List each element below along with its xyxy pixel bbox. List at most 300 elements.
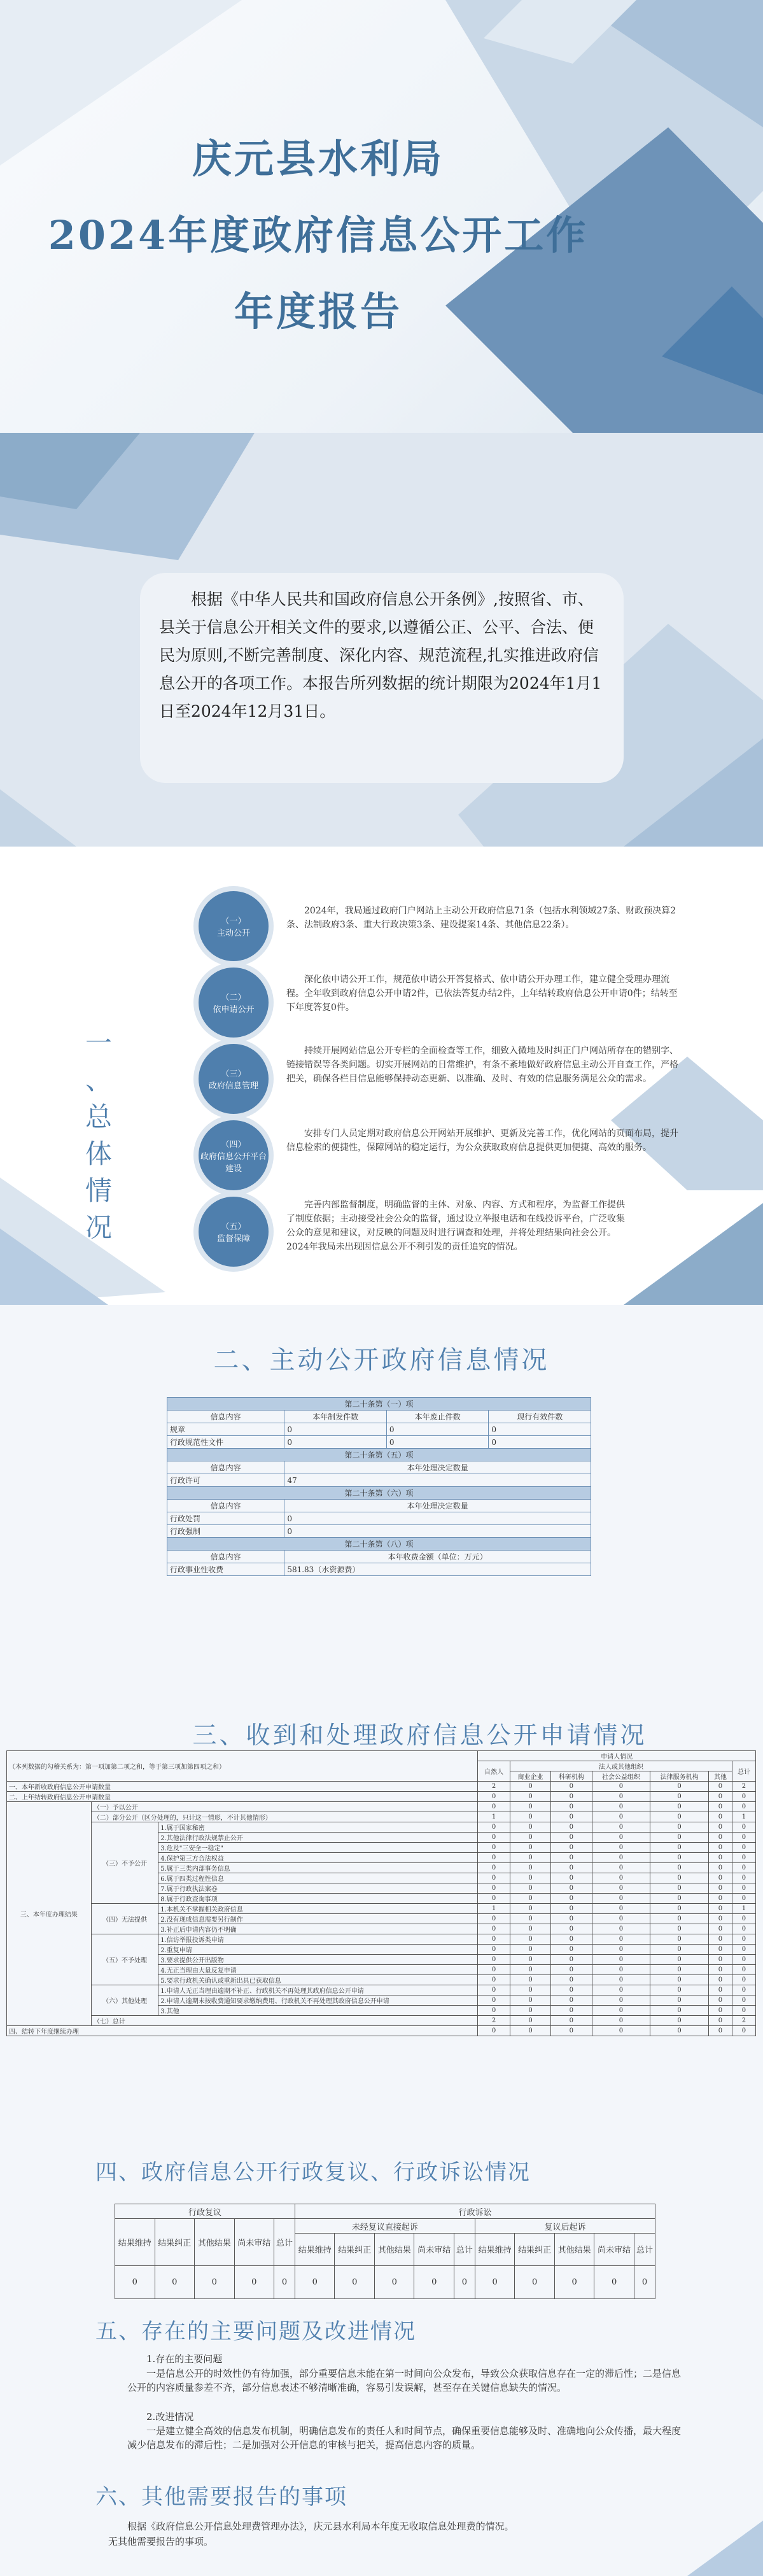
row-label: 2.重复申请 xyxy=(158,1945,478,1955)
cell-value: 0 xyxy=(554,2265,594,2298)
cell-value: 0 xyxy=(335,2265,375,2298)
col-subgroup: 复议后起诉 xyxy=(475,2219,655,2234)
section5-p1-head: 1.存在的主要问题 xyxy=(146,2353,223,2365)
cell-value: 0 xyxy=(478,1914,510,1924)
row-label: 8.属于行政查询事项 xyxy=(158,1894,478,1904)
cell-value: 0 xyxy=(478,1894,510,1904)
col-header: 本年处理决定数量 xyxy=(284,1500,591,1512)
col-header: 自然人 xyxy=(478,1761,510,1782)
cell-value: 0 xyxy=(592,1945,650,1955)
row-label: 一、本年新收政府信息公开申请数量 xyxy=(7,1782,478,1792)
cell-value: 0 xyxy=(650,1955,709,1965)
cell-value: 0 xyxy=(732,2006,755,2016)
cell-value: 0 xyxy=(592,2016,650,2026)
cell-value: 0 xyxy=(592,1924,650,1934)
section5-p1: 一是信息公开的时效性仍有待加强，部分重要信息未能在第一时间向公众发布，导致公众获取信息存在一定的滞后性；二是信息公开的内容质量参差不齐，部分信息表述不够清晰准确，容易引发误解，甚至存在关键信息缺失的情况。 xyxy=(127,2368,682,2393)
cell-value: 0 xyxy=(551,1945,592,1955)
cell-value: 0 xyxy=(510,1995,550,2006)
table-corner: （本列数据的勾稽关系为：第一项加第二项之和，等于第三项加第四项之和） xyxy=(7,1751,478,1782)
cell-value: 0 xyxy=(592,1955,650,1965)
cell-value: 0 xyxy=(551,1863,592,1873)
cell-value: 0 xyxy=(551,1822,592,1833)
cell-value: 0 xyxy=(510,2016,550,2026)
col-header: 法律服务机构 xyxy=(650,1771,709,1782)
row-label: 1.信访举报投诉类申请 xyxy=(158,1934,478,1945)
cell-value: 0 xyxy=(510,1924,550,1934)
col-header: 商业企业 xyxy=(510,1771,550,1782)
cell-value: 0 xyxy=(515,2265,555,2298)
col-header: 信息内容 xyxy=(167,1500,284,1512)
section5-title: 五、存在的主要问题及改进情况 xyxy=(95,2319,416,2344)
row-label: 5.要求行政机关确认或重新出具已获取信息 xyxy=(158,1975,478,1985)
cell-value: 0 xyxy=(708,1853,732,1863)
cell-value: 0 xyxy=(732,1873,755,1883)
cell-value: 0 xyxy=(510,1955,550,1965)
cell-value: 0 xyxy=(478,2026,510,2036)
cell-value: 0 xyxy=(551,1924,592,1934)
cell-value: 0 xyxy=(592,1782,650,1792)
cell-value: 0 xyxy=(510,1914,550,1924)
cell-value: 0 xyxy=(510,1792,550,1802)
cell-value: 0 xyxy=(708,1822,732,1833)
table-row xyxy=(7,1822,756,1833)
cover-title-line3: 年度报告 xyxy=(234,288,402,335)
cell-value: 0 xyxy=(510,1802,550,1812)
row-label: 四、结转下年度继续办理 xyxy=(7,2026,478,2036)
table-row xyxy=(7,1904,756,1914)
cell-value: 0 xyxy=(551,1873,592,1883)
proactive-disclosure-table xyxy=(167,1397,591,1576)
cell-value: 0 xyxy=(708,1934,732,1945)
cell-value: 0 xyxy=(634,2265,655,2298)
cell-value: 0 xyxy=(650,2016,709,2026)
cell-value: 0 xyxy=(708,1904,732,1914)
cell-value: 0 xyxy=(478,1945,510,1955)
item-text-2: 深化依申请公开工作，规范依申请公开答复格式、依申请公开办理工作，建立健全受理办理流程。全年收到政府信息公开申请2件，已依法答复办结2件，上年结转政府信息公开申请0件；结转至下年度答复0件。 xyxy=(286,975,678,1013)
table-header: 第二十条第（一）项 xyxy=(167,1398,591,1411)
cell-value: 0 xyxy=(551,1934,592,1945)
section6-title: 六、其他需要报告的事项 xyxy=(95,2484,347,2510)
cell-value: 0 xyxy=(592,1792,650,1802)
col-subgroup: 法人或其他组织 xyxy=(510,1761,732,1771)
row-label: 1.属于国家秘密 xyxy=(158,1822,478,1833)
cell-value: 0 xyxy=(732,1883,755,1894)
table-row xyxy=(7,1782,756,1792)
item-text-5: 完善内部监督制度，明确监督的主体、对象、内容、方式和程序，为监督工作提供了制度依据；主动接受社会公众的监督，通过设立举报电话和在线投诉平台，广泛收集公众的意见和建议，对反映的问题及时进行调查和处理，并将处理结果向社会公开。2024年我局未出现因信息公开不利引发的责任追究的情况。 xyxy=(286,1200,625,1252)
table-header: 第二十条第（六）项 xyxy=(167,1487,591,1500)
table-row: 行政事业性收费 581.83（水资源费） xyxy=(167,1563,591,1576)
cell-value: 0 xyxy=(551,1965,592,1975)
cell-value: 0 xyxy=(478,1965,510,1975)
cell-value: 0 xyxy=(732,1792,755,1802)
cell-value: 0 xyxy=(650,1883,709,1894)
row-label: （一）予以公开 xyxy=(91,1802,477,1812)
cell-value: 0 xyxy=(274,2265,295,2298)
table-row: 行政处罚 0 xyxy=(167,1512,591,1525)
cell-value: 0 xyxy=(650,1904,709,1914)
cell-value: 0 xyxy=(155,2265,195,2298)
section2-title: 二、主动公开政府信息情况 xyxy=(213,1346,550,1375)
cell-value: 0 xyxy=(510,1853,550,1863)
table-row: 行政许可 47 xyxy=(167,1474,591,1487)
cell-value: 0 xyxy=(510,1873,550,1883)
row-label: 1.申请人无正当理由逾期不补正、行政机关不再处理其政府信息公开申请 xyxy=(158,1985,478,1995)
cell-value: 0 xyxy=(732,2026,755,2036)
table-row: 规章 0 0 0 xyxy=(167,1423,591,1436)
cell-value: 0 xyxy=(592,1883,650,1894)
cell-value: 0 xyxy=(414,2265,454,2298)
cell-value: 0 xyxy=(592,1822,650,1833)
cell-value: 0 xyxy=(708,1924,732,1934)
table-row xyxy=(7,1985,756,1995)
cell-value: 0 xyxy=(708,1833,732,1843)
cell-value: 0 xyxy=(708,1985,732,1995)
cell-value: 2 xyxy=(478,2016,510,2026)
review-litigation-table: 行政复议 行政诉讼 结果维持 结果纠正 其他结果 尚未审结 总计 未经复议直接起诉 复议后起诉 结果维持 结果纠正 其他结果 尚未审结 总计 结果维持 结果纠正 其他结果 尚未审结 总计 0 0 0 0 0 0 0 0 0 0 0 0 0 0 0 xyxy=(115,2204,655,2299)
cell-value: 0 xyxy=(708,2026,732,2036)
row-group: （六）其他处理 xyxy=(91,1985,158,2016)
cell-value: 0 xyxy=(708,1792,732,1802)
cell-value: 1 xyxy=(478,1904,510,1914)
cell-value: 2 xyxy=(732,1782,755,1792)
cell-value: 0 xyxy=(650,1792,709,1802)
cell-value: 0 xyxy=(732,1995,755,2006)
cell-value: 0 xyxy=(594,2265,634,2298)
cell-value: 0 xyxy=(708,2006,732,2016)
heading-char: 一 xyxy=(85,1027,112,1059)
cell-value: 0 xyxy=(650,2006,709,2016)
cell-value: 0 xyxy=(478,1975,510,1985)
cell-value: 0 xyxy=(551,1914,592,1924)
cell-value: 0 xyxy=(592,2026,650,2036)
cell-value: 0 xyxy=(650,1873,709,1883)
cell-value: 0 xyxy=(650,1812,709,1822)
cell-value: 0 xyxy=(551,2006,592,2016)
cell-value: 0 xyxy=(592,1904,650,1914)
cell-value: 0 xyxy=(478,1843,510,1853)
item-circle-1: （一） 主动公开 xyxy=(199,891,269,961)
cell-value: 0 xyxy=(732,1965,755,1975)
row-label: 2.没有现成信息需要另行制作 xyxy=(158,1914,478,1924)
cell-value: 0 xyxy=(478,1995,510,2006)
cell-value: 0 xyxy=(510,1975,550,1985)
item-circle-3: （三） 政府信息管理 xyxy=(199,1044,269,1114)
col-subgroup: 未经复议直接起诉 xyxy=(295,2219,475,2234)
cell-value: 0 xyxy=(551,1955,592,1965)
cell-value: 0 xyxy=(650,1965,709,1975)
row-label: 5.属于三类内部事务信息 xyxy=(158,1863,478,1873)
intro-section xyxy=(0,433,763,847)
heading-char: 情 xyxy=(85,1175,112,1206)
cell-value: 0 xyxy=(510,1833,550,1843)
cell-value: 0 xyxy=(650,1843,709,1853)
item-text-1: 2024年，我局通过政府门户网站上主动公开政府信息71条（包括水利领域27条、财政预决算2条、法制政府3条、重大行政决策3条、建设提案14条、其他信息22条）。 xyxy=(286,906,676,930)
item-circle-4: （四） 政府信息公开平台建设 xyxy=(199,1120,269,1190)
footer-decoration xyxy=(0,2508,763,2576)
cell-value: 0 xyxy=(732,1894,755,1904)
cell-value: 0 xyxy=(732,1985,755,1995)
cell-value: 0 xyxy=(650,1853,709,1863)
col-header: 信息内容 xyxy=(167,1461,284,1474)
cell-value: 0 xyxy=(510,2006,550,2016)
cell-value: 0 xyxy=(510,1965,550,1975)
cell-value: 0 xyxy=(478,1873,510,1883)
cell-value: 0 xyxy=(478,1955,510,1965)
cell-value: 0 xyxy=(592,1863,650,1873)
cell-value: 0 xyxy=(510,1985,550,1995)
cell-value: 0 xyxy=(478,1924,510,1934)
item-circle-5: （五） 监督保障 xyxy=(199,1197,269,1267)
item-circle-2: （二） 依申请公开 xyxy=(199,968,269,1038)
cell-value: 0 xyxy=(650,1914,709,1924)
cover-title-line1: 庆元县水利局 xyxy=(192,136,444,182)
section5-p2: 一是建立健全高效的信息发布机制，明确信息发布的责任人和时间节点，确保重要信息能够及时、准确地向公众传播，最大程度减少信息发布的滞后性；二是加强对公开信息的审核与把关，提高信息内容的质量。 xyxy=(127,2425,682,2451)
cell-value: 0 xyxy=(732,1802,755,1812)
item-text-3: 持续开展网站信息公开专栏的全面检查等工作，细致入微地及时纠正门户网站所存在的错别字、链接错误等各类问题。切实开展网站的日常维护，有条不紊地做好政府信息主动公开自查工作，严格把关，确保各栏目信息能够保持动态更新、以准确、及时、有效的信息服务满足公众的需求。 xyxy=(286,1046,678,1084)
cell-value: 0 xyxy=(510,1812,550,1822)
cell-value: 0 xyxy=(650,1894,709,1904)
cell-value: 0 xyxy=(708,1812,732,1822)
row-label: （二）部分公开（区分处理的，只计这一情形，不计其他情形） xyxy=(91,1812,477,1822)
col-header: 本年收费金额（单位：万元） xyxy=(284,1551,591,1563)
table-row xyxy=(115,2265,655,2298)
cell-value: 0 xyxy=(551,1812,592,1822)
cell-value: 0 xyxy=(478,1792,510,1802)
cell-value: 0 xyxy=(592,1812,650,1822)
cell-value: 0 xyxy=(510,1782,550,1792)
row-label: 二、上年结转政府信息公开申请数量 xyxy=(7,1792,478,1802)
table-row: 行政规范性文件 0 0 0 xyxy=(167,1436,591,1449)
col-header: 信息内容 xyxy=(167,1551,284,1563)
heading-char: 况 xyxy=(85,1212,112,1243)
row-group: 三、本年度办理结果 xyxy=(7,1802,92,2026)
cell-value: 0 xyxy=(708,1782,732,1792)
cell-value: 0 xyxy=(551,1802,592,1812)
row-label: 1.本机关不掌握相关政府信息 xyxy=(158,1904,478,1914)
cell-value: 0 xyxy=(708,1945,732,1955)
cell-value: 0 xyxy=(592,1995,650,2006)
col-group: 行政复议 xyxy=(115,2204,295,2219)
cell-value: 0 xyxy=(650,1995,709,2006)
cell-value: 0 xyxy=(732,1945,755,1955)
section3-title: 三、收到和处理政府信息公开申请情况 xyxy=(192,1721,647,1749)
col-group: 申请人情况 xyxy=(478,1751,756,1761)
table-row xyxy=(7,1812,756,1822)
section5-p2-head: 2.改进情况 xyxy=(146,2411,194,2423)
cell-value: 0 xyxy=(551,1883,592,1894)
cell-value: 0 xyxy=(478,1985,510,1995)
section6-p2: 无其他需要报告的事项。 xyxy=(108,2536,214,2547)
cell-value: 0 xyxy=(478,1883,510,1894)
col-header: 科研机构 xyxy=(551,1771,592,1782)
cell-value: 0 xyxy=(708,1863,732,1873)
cell-value: 0 xyxy=(551,1782,592,1792)
cover-title-line2: 2024年度政府信息公开工作 xyxy=(48,212,589,258)
cell-value: 0 xyxy=(650,1802,709,1812)
cell-value: 0 xyxy=(732,1975,755,1985)
cell-value: 0 xyxy=(650,1975,709,1985)
row-group: （五）不予处理 xyxy=(91,1934,158,1985)
cell-value: 0 xyxy=(650,1833,709,1843)
cell-value: 0 xyxy=(478,1822,510,1833)
cell-value: 0 xyxy=(510,1904,550,1914)
table-row xyxy=(7,1792,756,1802)
cell-value: 0 xyxy=(454,2265,475,2298)
cell-value: 0 xyxy=(650,1924,709,1934)
cell-value: 0 xyxy=(592,2006,650,2016)
cell-value: 0 xyxy=(592,1833,650,1843)
cell-value: 0 xyxy=(708,1995,732,2006)
cell-value: 0 xyxy=(592,1934,650,1945)
cell-value: 0 xyxy=(115,2265,155,2298)
cell-value: 0 xyxy=(592,1894,650,1904)
cell-value: 0 xyxy=(732,1955,755,1965)
cell-value: 0 xyxy=(708,1955,732,1965)
cell-value: 0 xyxy=(650,1863,709,1873)
row-label: 2.申请人逾期未按收费通知要求缴纳费用、行政机关不再处理其政府信息公开申请 xyxy=(158,1995,478,2006)
col-header: 社会公益组织 xyxy=(592,1771,650,1782)
cell-value: 0 xyxy=(510,1945,550,1955)
row-label: 4.保护第三方合法权益 xyxy=(158,1853,478,1863)
cell-value: 0 xyxy=(592,1843,650,1853)
cell-value: 0 xyxy=(551,1853,592,1863)
cell-value: 0 xyxy=(478,1853,510,1863)
cell-value: 0 xyxy=(650,1782,709,1792)
cell-value: 0 xyxy=(510,1822,550,1833)
heading-char: 总 xyxy=(85,1101,112,1132)
cell-value: 0 xyxy=(510,1843,550,1853)
cell-value: 0 xyxy=(510,2026,550,2036)
cell-value: 0 xyxy=(708,1802,732,1812)
cell-value: 0 xyxy=(650,2026,709,2036)
cell-value: 0 xyxy=(510,1894,550,1904)
section6-p1: 根据《政府信息公开信息处理费管理办法》，庆元县水利局本年度无收取信息处理费的情况。 xyxy=(127,2521,514,2532)
cell-value: 0 xyxy=(732,1934,755,1945)
cell-value: 0 xyxy=(650,1934,709,1945)
cell-value: 0 xyxy=(650,1985,709,1995)
cell-value: 0 xyxy=(650,1822,709,1833)
heading-char: 、 xyxy=(85,1064,112,1095)
section4-title: 四、政府信息公开行政复议、行政诉讼情况 xyxy=(95,2160,531,2185)
cell-value: 0 xyxy=(551,1904,592,1914)
application-table xyxy=(6,1750,756,2036)
cell-value: 0 xyxy=(234,2265,274,2298)
row-group: （三）不予公开 xyxy=(91,1822,158,1904)
cell-value: 0 xyxy=(708,1975,732,1985)
row-label: 4.无正当理由大量反复申请 xyxy=(158,1965,478,1975)
cell-value: 0 xyxy=(732,1924,755,1934)
cell-value: 0 xyxy=(551,1792,592,1802)
item-text-4: 安排专门人员定期对政府信息公开网站开展维护、更新及完善工作，优化网站的页面布局，提升信息检索的便捷性，保障网站的稳定运行，为公众获取政府信息提供更加便捷、高效的服务。 xyxy=(286,1129,678,1153)
cell-value: 0 xyxy=(708,2016,732,2026)
cell-value: 2 xyxy=(478,1782,510,1792)
cell-value: 0 xyxy=(478,1833,510,1843)
cell-value: 0 xyxy=(708,1894,732,1904)
row-label: 6.属于四类过程性信息 xyxy=(158,1873,478,1883)
col-header: 本年废止件数 xyxy=(386,1411,489,1423)
cell-value: 0 xyxy=(551,1975,592,1985)
cell-value: 0 xyxy=(551,1894,592,1904)
cell-value: 0 xyxy=(478,1802,510,1812)
cell-value: 0 xyxy=(510,1883,550,1894)
row-label: 2.其他法律行政法规禁止公开 xyxy=(158,1833,478,1843)
cell-value: 0 xyxy=(551,2016,592,2026)
row-label: 7.属于行政执法案卷 xyxy=(158,1883,478,1894)
cell-value: 1 xyxy=(732,1812,755,1822)
row-label: （七）总计 xyxy=(91,2016,477,2026)
cell-value: 0 xyxy=(592,1985,650,1995)
table-row: 行政强制 0 xyxy=(167,1525,591,1538)
cell-value: 0 xyxy=(650,1945,709,1955)
cell-value: 0 xyxy=(592,1975,650,1985)
col-header: 本年制发件数 xyxy=(284,1411,387,1423)
row-label: 3.其他 xyxy=(158,2006,478,2016)
cell-value: 0 xyxy=(478,1863,510,1873)
cell-value: 0 xyxy=(478,1934,510,1945)
table-row xyxy=(7,1934,756,1945)
col-header: 总计 xyxy=(732,1761,755,1782)
cell-value: 1 xyxy=(478,1812,510,1822)
col-header: 本年处理决定数量 xyxy=(284,1461,591,1474)
row-group: （四）无法提供 xyxy=(91,1904,158,1934)
cell-value: 0 xyxy=(708,1873,732,1883)
table-header: 第二十条第（五）项 xyxy=(167,1449,591,1461)
heading-char: 体 xyxy=(85,1138,112,1169)
row-label: 3.危及"三安全一稳定" xyxy=(158,1843,478,1853)
cell-value: 0 xyxy=(708,1843,732,1853)
row-label: 3.补正后申请内容仍不明确 xyxy=(158,1924,478,1934)
cell-value: 0 xyxy=(592,1965,650,1975)
intro-text: 根据《中华人民共和国政府信息公开条例》,按照省、市、县关于信息公开相关文件的要求,以遵循公正、公平、合法、便民为原则,不断完善制度、深化内容、规范流程,扎实推进政府信息公开的各项工作。本报告所列数据的统计期限为2024年1月1日至2024年12月31日。 xyxy=(159,590,602,721)
cell-value: 0 xyxy=(732,1914,755,1924)
cell-value: 0 xyxy=(732,1853,755,1863)
cell-value: 0 xyxy=(708,1914,732,1924)
cell-value: 0 xyxy=(708,1883,732,1894)
cell-value: 0 xyxy=(475,2265,515,2298)
table-row xyxy=(7,2016,756,2026)
cell-value: 0 xyxy=(592,1853,650,1863)
cell-value: 0 xyxy=(592,1914,650,1924)
col-header: 信息内容 xyxy=(167,1411,284,1423)
cell-value: 0 xyxy=(551,1985,592,1995)
table-header: 第二十条第（八）项 xyxy=(167,1538,591,1551)
cell-value: 0 xyxy=(708,1965,732,1975)
cell-value: 1 xyxy=(732,1904,755,1914)
section1-vertical-heading xyxy=(83,1025,115,1246)
cell-value: 0 xyxy=(732,1863,755,1873)
cell-value: 0 xyxy=(551,1833,592,1843)
cell-value: 0 xyxy=(510,1863,550,1873)
cell-value: 0 xyxy=(592,1873,650,1883)
row-label: 3.要求提供公开出版物 xyxy=(158,1955,478,1965)
cell-value: 0 xyxy=(510,1934,550,1945)
section-overview xyxy=(0,847,763,1305)
cell-value: 0 xyxy=(374,2265,414,2298)
table-row xyxy=(7,1802,756,1812)
cell-value: 0 xyxy=(551,1995,592,2006)
cell-value: 0 xyxy=(732,1833,755,1843)
cell-value: 0 xyxy=(732,1843,755,1853)
cell-value: 0 xyxy=(478,2006,510,2016)
cell-value: 0 xyxy=(592,1802,650,1812)
cell-value: 2 xyxy=(732,2016,755,2026)
table-row xyxy=(7,2026,756,2036)
cell-value: 0 xyxy=(195,2265,235,2298)
cell-value: 0 xyxy=(295,2265,335,2298)
cell-value: 0 xyxy=(551,1843,592,1853)
cell-value: 0 xyxy=(551,2026,592,2036)
cell-value: 0 xyxy=(732,1822,755,1833)
